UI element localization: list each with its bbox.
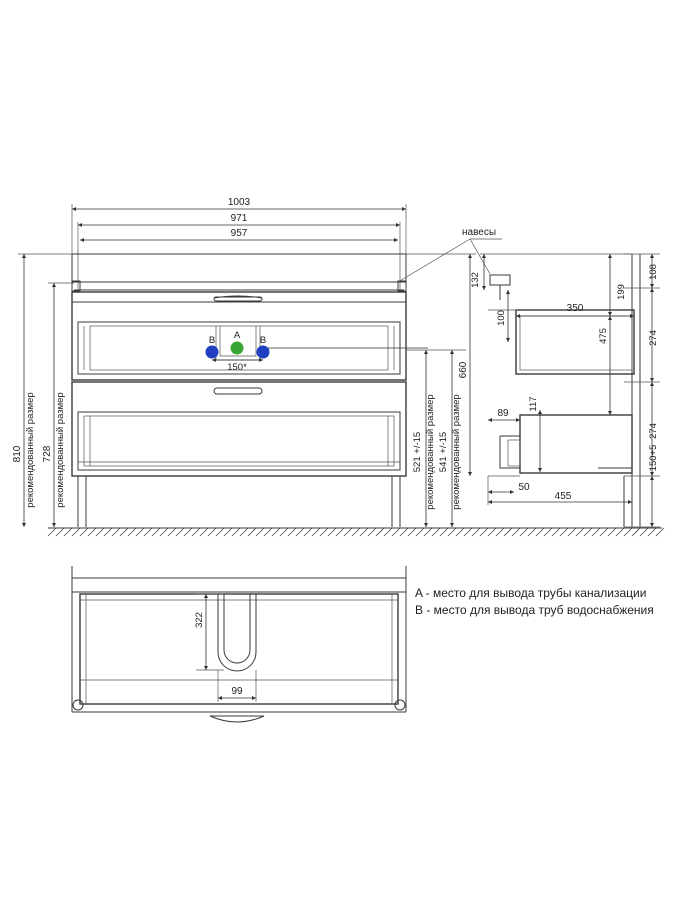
dim-728: 728 (42, 445, 53, 463)
dim-350: 350 (566, 303, 584, 314)
dim-100: 100 (496, 310, 507, 326)
legend-a: A - место для вывода трубы канализации (415, 586, 647, 600)
front-view (12, 197, 476, 527)
floor-line (48, 528, 664, 536)
water-pipe-point-left (206, 346, 219, 359)
dim-660: 660 (458, 361, 469, 379)
dim-322: 322 (194, 612, 205, 628)
dim-541: 541 +/-15 (438, 431, 449, 473)
legend-b: B - место для вывода труб водоснабжения (415, 603, 654, 617)
dim-274-bottom: 274 (648, 423, 659, 439)
dim-1003: 1003 (227, 197, 251, 208)
label-a: A (233, 330, 241, 341)
dim-475: 475 (598, 328, 609, 344)
dim-455: 455 (554, 491, 572, 502)
dim-810: 810 (12, 445, 23, 463)
dim-150-5: 150+5 (648, 444, 659, 472)
recommended-label-810: рекомендованный размер (25, 392, 36, 508)
dim-274-top: 274 (648, 330, 659, 346)
dim-521: 521 +/-15 (412, 431, 423, 473)
water-pipe-point-right (257, 346, 270, 359)
label-b-right: B (259, 335, 267, 346)
dim-957: 957 (230, 228, 248, 239)
recommended-label-728: рекомендованный размер (55, 392, 66, 508)
label-b-left: B (208, 335, 216, 346)
recommended-label-521: рекомендованный размер (425, 394, 436, 510)
dim-150: 150* (227, 362, 247, 373)
bottom-view (72, 566, 406, 722)
side-view (398, 227, 660, 527)
hinges-label: навесы (462, 227, 497, 238)
dim-108: 108 (648, 264, 659, 280)
dim-50: 50 (518, 482, 530, 493)
dim-117: 117 (528, 396, 539, 412)
dim-99: 99 (231, 686, 243, 697)
recommended-label-541: рекомендованный размер (451, 394, 462, 510)
dim-132: 132 (470, 272, 481, 288)
dim-89: 89 (497, 408, 509, 419)
dim-971: 971 (230, 213, 248, 224)
dim-199: 199 (616, 284, 627, 300)
drain-pipe-point (231, 342, 244, 355)
